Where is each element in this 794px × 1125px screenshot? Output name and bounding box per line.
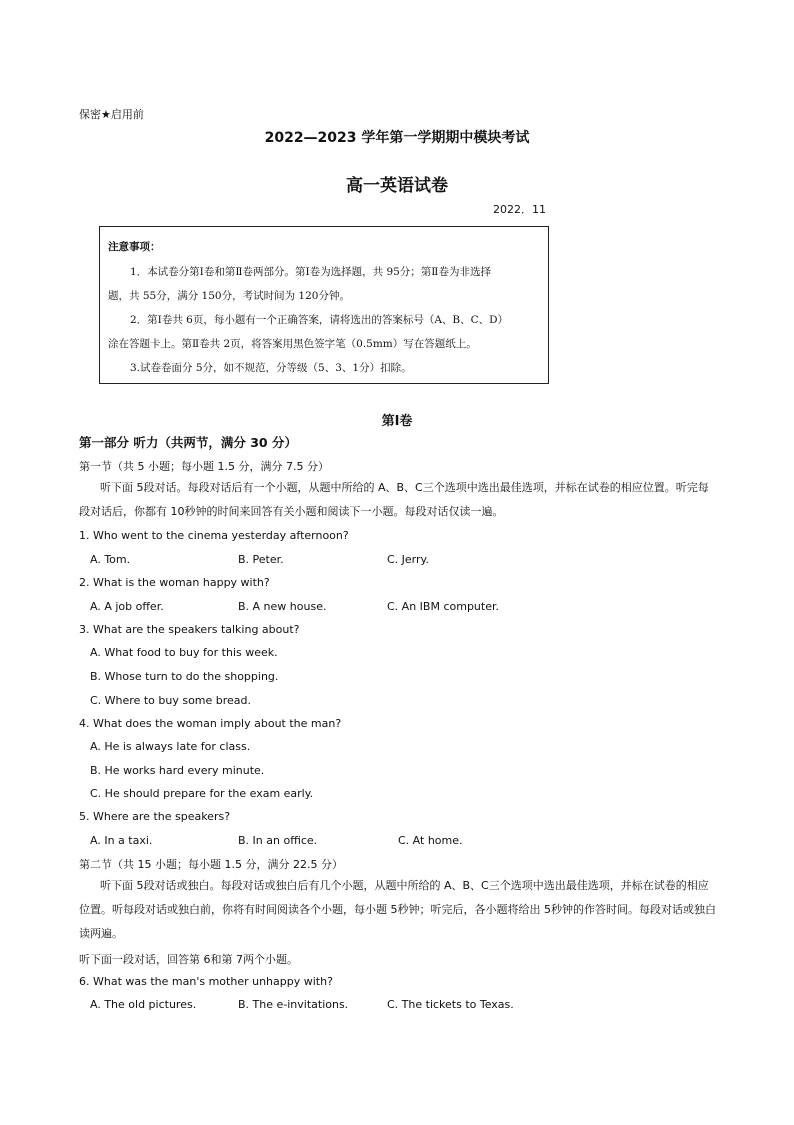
- notice-line: 2．第Ⅰ卷共 6页，每小题有一个正确答案，请将选出的答案标号（A、B、C、D）: [130, 314, 509, 326]
- part-title: 第一部分 听力（共两节，满分 30 分）: [79, 435, 297, 450]
- exam-date: 2022．11: [493, 203, 546, 216]
- option: A. A job offer.: [90, 600, 164, 613]
- notice-box: [99, 226, 549, 384]
- option: B. He works hard every minute.: [90, 764, 265, 777]
- question-stem: 3. What are the speakers talking about?: [79, 623, 300, 636]
- option: A. What food to buy for this week.: [90, 646, 278, 659]
- notice-line: 涂在答题卡上。第Ⅱ卷共 2页，将答案用黑色签字笔（0.5mm）写在答题纸上。: [108, 338, 477, 350]
- notice-line: 3.试卷卷面分 5分，如不规范，分等级（5、3、1分）扣除。: [130, 362, 412, 374]
- option: A. In a taxi.: [90, 834, 153, 847]
- option: C. At home.: [398, 834, 463, 847]
- notice-line: 1．本试卷分第Ⅰ卷和第Ⅱ卷两部分。第Ⅰ卷为选择题，共 95分；第Ⅱ卷为非选择: [130, 266, 491, 278]
- sub-section-title: 第二节（共 15 小题；每小题 1.5 分，满分 22.5 分）: [79, 858, 343, 871]
- question-stem: 6. What was the man's mother unhappy with?: [79, 975, 333, 988]
- dialogue-lead: 听下面一段对话，回答第 6和第 7两个小题。: [79, 953, 298, 966]
- option: C. The tickets to Texas.: [387, 998, 514, 1011]
- section-title: 第Ⅰ卷: [381, 414, 413, 429]
- question-stem: 1. Who went to the cinema yesterday afternoon?: [79, 529, 349, 542]
- instructions-paragraph: 听下面 5段对话。每段对话后有一个小题，从题中所给的 A、B、C三个选项中选出最佳选项，并标在试卷的相应位置。听完每段对话后，你都有 10秒钟的时间来回答有关小题和阅读下一小题。每段对话仅读一遍。: [79, 481, 709, 518]
- option: C. Where to buy some bread.: [90, 694, 252, 707]
- option: A. He is always late for class.: [90, 740, 251, 753]
- exam-subtitle: 高一英语试卷: [346, 176, 448, 196]
- option: B. A new house.: [238, 600, 327, 613]
- exam-title: 2022—2023 学年第一学期期中模块考试: [264, 130, 530, 146]
- question-stem: 4. What does the woman imply about the man?: [79, 717, 342, 730]
- option: C. Jerry.: [387, 553, 429, 566]
- option: A. Tom.: [90, 553, 131, 566]
- option: A. The old pictures.: [90, 998, 197, 1011]
- option: B. In an office.: [238, 834, 318, 847]
- option: B. Peter.: [238, 553, 284, 566]
- notice-line: 题，共 55分，满分 150分，考试时间为 120分钟。: [108, 290, 350, 302]
- notice-heading: 注意事项：: [108, 241, 161, 253]
- confidential-label: 保密★启用前: [79, 108, 144, 121]
- instructions-paragraph: 听下面 5段对话或独白。每段对话或独白后有几个小题，从题中所给的 A、B、C三个选项中选出最佳选项，并标在试卷的相应位置。听每段对话或独白前，你将有时间阅读各个小题，每小题 5秒钟；听完后，各小题将给出 5秒钟的作答时间。每段对话或独白读两遍。: [79, 879, 716, 940]
- option: B. The e-invitations.: [238, 998, 349, 1011]
- sub-section-title: 第一节（共 5 小题；每小题 1.5 分，满分 7.5 分）: [79, 460, 329, 473]
- question-stem: 5. Where are the speakers?: [79, 810, 231, 823]
- option: C. He should prepare for the exam early.: [90, 787, 314, 800]
- option: B. Whose turn to do the shopping.: [90, 670, 279, 683]
- question-stem: 2. What is the woman happy with?: [79, 576, 270, 589]
- option: C. An IBM computer.: [387, 600, 499, 613]
